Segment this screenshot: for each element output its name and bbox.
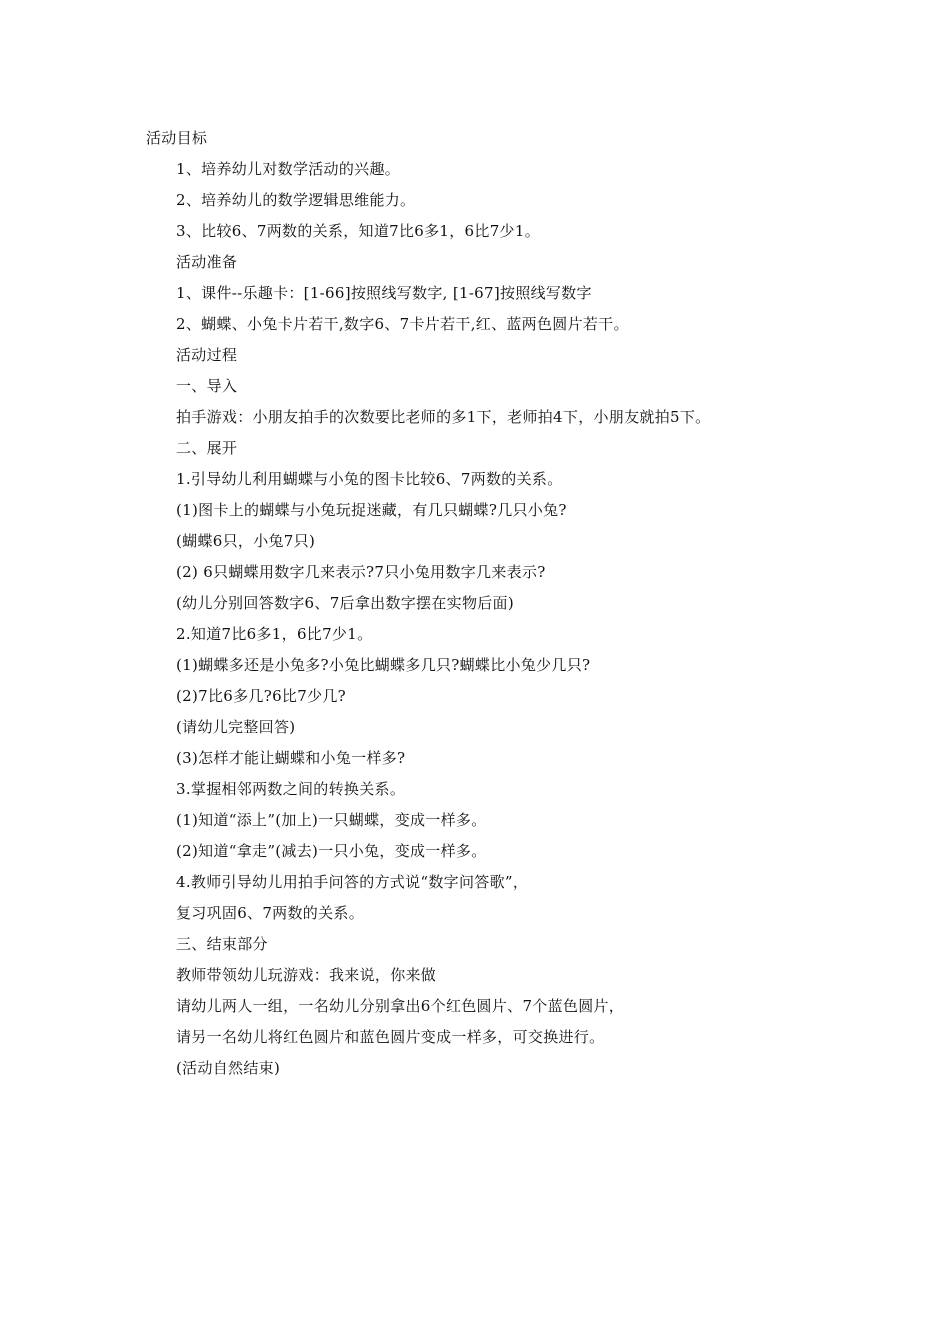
paragraph-line: (请幼儿完整回答) (176, 718, 296, 736)
paragraph-line: (2)知道“拿走”(减去)一只小兔，变成一样多。 (176, 842, 487, 860)
section-heading-process: 活动过程 (176, 346, 238, 364)
paragraph-line: (1)图卡上的蝴蝶与小兔玩捉迷藏，有几只蝴蝶?几只小兔? (176, 501, 567, 519)
paragraph-line: 拍手游戏：小朋友拍手的次数要比老师的多1下，老师拍4下，小朋友就拍5下。 (176, 408, 711, 426)
paragraph-line: (3)怎样才能让蝴蝶和小兔一样多? (176, 749, 406, 767)
process-step-expand: 二、展开 (176, 439, 238, 457)
preparation-item-1: 1、课件--乐趣卡：[1-66]按照线写数字, [1-67]按照线写数字 (176, 284, 592, 302)
paragraph-line: (蝴蝶6只，小兔7只) (176, 532, 316, 550)
paragraph-line: (2) 6只蝴蝶用数字几来表示?7只小兔用数字几来表示? (176, 563, 546, 581)
section-heading-goals: 活动目标 (146, 129, 208, 147)
section-heading-preparation: 活动准备 (176, 253, 238, 271)
paragraph-line: 4.教师引导幼儿用拍手问答的方式说“数字问答歌”， (176, 873, 529, 891)
goal-item-1: 1、培养幼儿对数学活动的兴趣。 (176, 160, 401, 178)
paragraph-line: 请幼儿两人一组，一名幼儿分别拿出6个红色圆片、7个蓝色圆片， (176, 997, 625, 1015)
paragraph-line: (幼儿分别回答数字6、7后拿出数字摆在实物后面) (176, 594, 514, 612)
paragraph-line: (1)知道“添上”(加上)一只蝴蝶，变成一样多。 (176, 811, 487, 829)
goal-item-2: 2、培养幼儿的数学逻辑思维能力。 (176, 191, 416, 209)
paragraph-line: (2)7比6多几?6比7少几? (176, 687, 347, 705)
process-step-intro: 一、导入 (176, 377, 238, 395)
paragraph-line: 2.知道7比6多1，6比7少1。 (176, 625, 373, 643)
paragraph-line: (1)蝴蝶多还是小兔多?小兔比蝴蝶多几只?蝴蝶比小兔少几只? (176, 656, 591, 674)
paragraph-line: (活动自然结束) (176, 1059, 281, 1077)
paragraph-line: 3.掌握相邻两数之间的转换关系。 (176, 780, 406, 798)
paragraph-line: 请另一名幼儿将红色圆片和蓝色圆片变成一样多，可交换进行。 (176, 1028, 605, 1046)
preparation-item-2: 2、蝴蝶、小兔卡片若干,数字6、7卡片若干,红、蓝两色圆片若干。 (176, 315, 629, 333)
goal-item-3: 3、比较6、7两数的关系，知道7比6多1，6比7少1。 (176, 222, 540, 240)
process-step-ending: 三、结束部分 (176, 935, 268, 953)
paragraph-line: 复习巩固6、7两数的关系。 (176, 904, 364, 922)
paragraph-line: 1.引导幼儿利用蝴蝶与小兔的图卡比较6、7两数的关系。 (176, 470, 563, 488)
paragraph-line: 教师带领幼儿玩游戏：我来说，你来做 (176, 966, 437, 984)
